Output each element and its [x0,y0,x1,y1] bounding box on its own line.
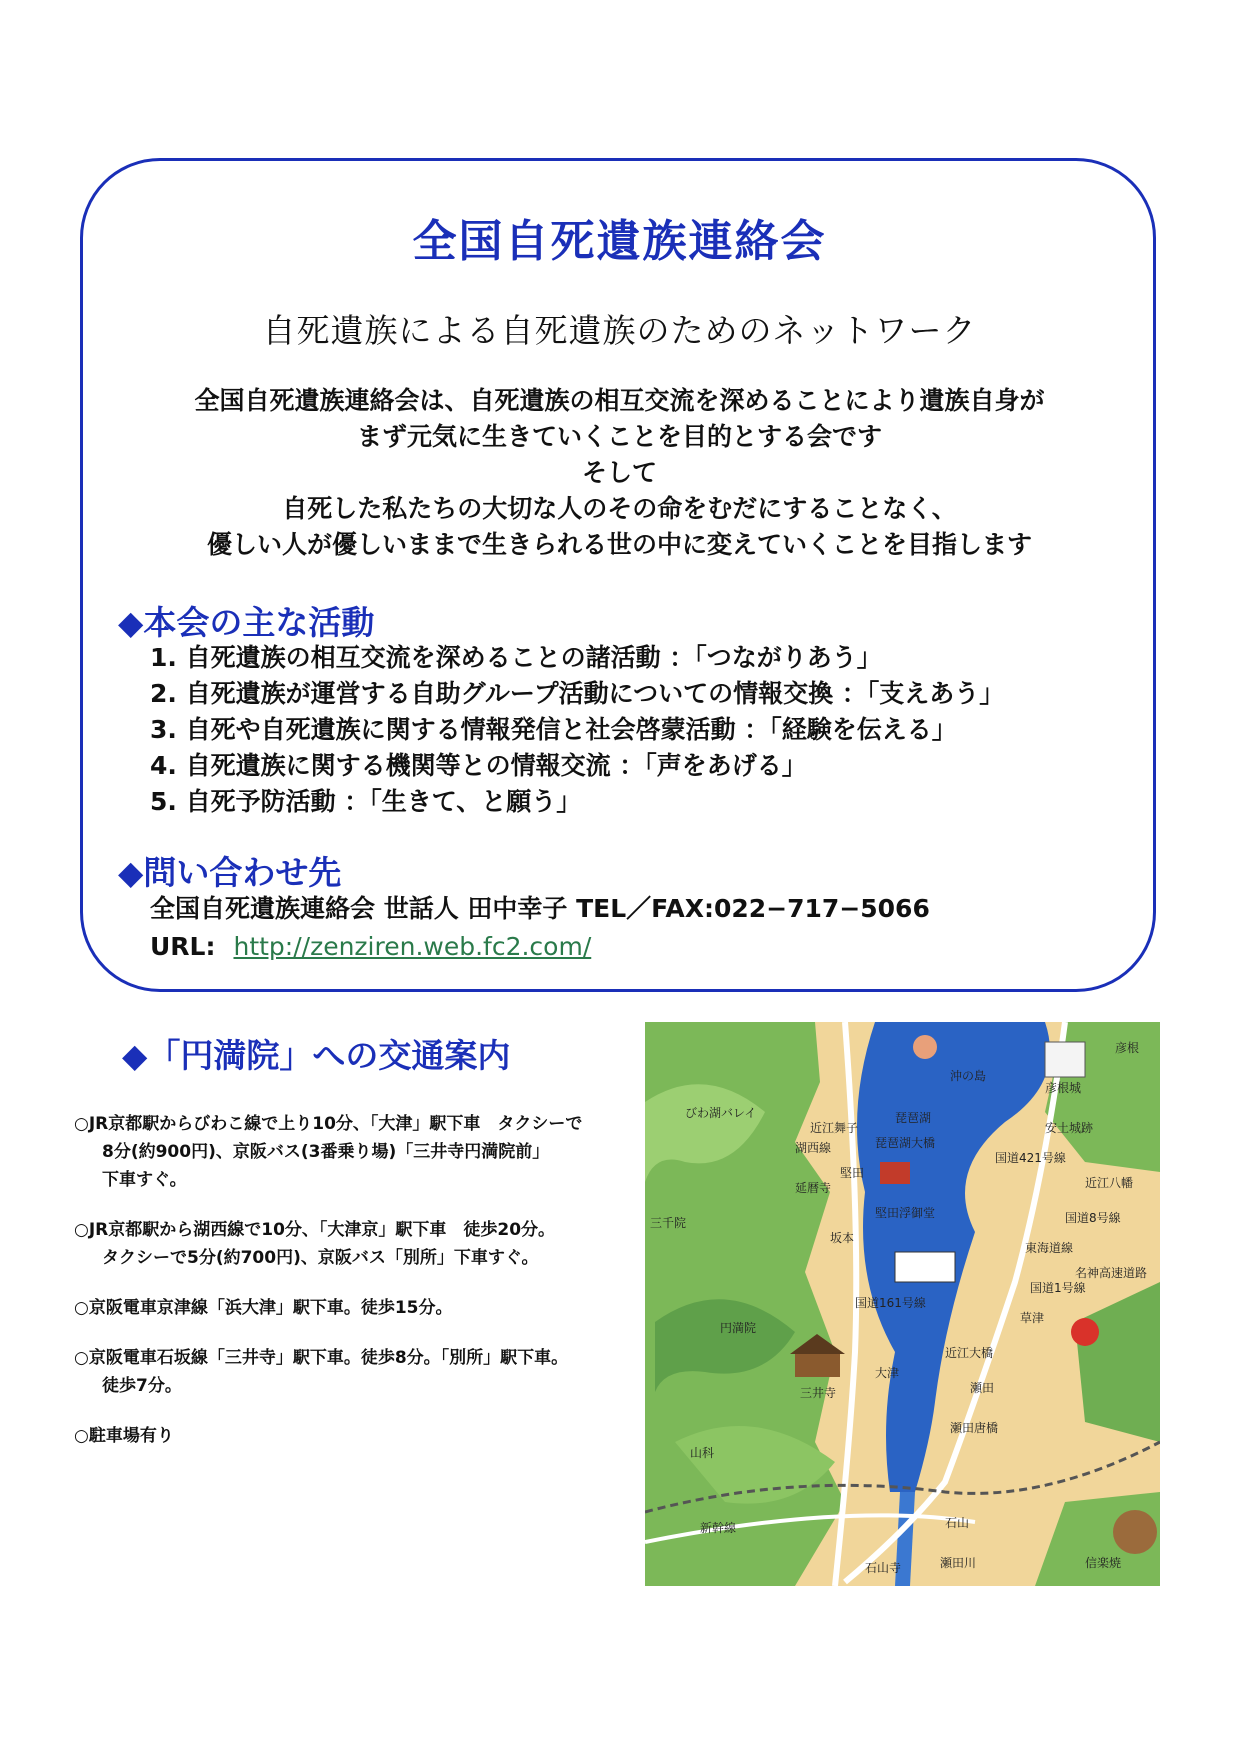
contact-heading: ◆問い合わせ先 [118,853,342,892]
map-label: 円満院 [720,1321,757,1335]
intro-line: まず元気に生きていくことを目的とする会です [356,422,882,451]
activities-heading: ◆本会の主な活動 [118,603,375,642]
map-label: 彦根 [1115,1041,1140,1055]
map-label: 近江舞子 [810,1121,859,1135]
enmanin-temple-icon [795,1352,840,1377]
activity-item: 5. 自死予防活動 ：「生きて、と願う」 [150,787,582,816]
url-label: URL: [150,932,216,961]
direction-line: 徒歩7分。 [102,1376,182,1396]
map-label: 湖西線 [795,1141,832,1155]
intro-line: そして [581,458,657,487]
direction-line: ○京阪電車京津線「浜大津」駅下車。徒歩15分。 [74,1298,453,1318]
map-label: 名神高速道路 [1075,1266,1148,1280]
map-label: 東海道線 [1025,1241,1074,1255]
map-label: 草津 [1020,1311,1045,1325]
map-label: 瀬田 [970,1381,995,1395]
activity-item: 3. 自死や自死遺族に関する情報発信と社会啓蒙活動 ：「経験を伝える」 [150,715,957,744]
map-label: 沖の島 [950,1069,987,1083]
map-label: 琵琶湖大橋 [875,1136,936,1150]
access-heading: ◆「円満院」への交通案内 [122,1036,511,1075]
area-map [645,1022,1160,1586]
direction-item [74,1344,634,1400]
map-label: 堅田 [840,1166,865,1180]
map-label: 国道1号線 [1030,1281,1086,1295]
map-label: 琵琶湖 [895,1111,932,1125]
direction-line: ○京阪電車石坂線「三井寺」駅下車。徒歩8分。「別所」駅下車。 [74,1348,569,1368]
map-label: 新幹線 [700,1521,737,1535]
url-line [150,928,930,966]
map-illustration [645,1022,1160,1586]
intro-line: 自死した私たちの大切な人のその命をむだにすることなく、 [282,494,957,523]
map-label: 三井寺 [800,1386,837,1400]
direction-item [74,1294,634,1322]
swimmer-icon [913,1035,937,1059]
map-label: 延暦寺 [795,1181,832,1195]
map-label: 瀬田唐橋 [950,1421,999,1435]
activities-list [150,640,1004,820]
map-label: びわ湖バレイ [685,1106,757,1120]
intro-text [0,383,1239,563]
page-subtitle: 自死遺族による自死遺族のためのネットワーク [262,311,977,350]
direction-line: タクシーで5分(約700円)、京阪バス「別所」下車すぐ。 [102,1248,539,1268]
direction-line: 下車すぐ。 [102,1170,187,1190]
ukimido-icon [880,1162,910,1184]
map-label: 石山 [945,1516,970,1530]
direction-item [74,1422,634,1450]
activity-item: 1. 自死遺族の相互交流を深めることの諸活動 ：「つながりあう」 [150,643,882,672]
map-label: 安土城跡 [1045,1121,1094,1135]
map-label: 瀬田川 [940,1556,977,1570]
contact-block [150,890,930,966]
contact-line: 全国自死遺族連絡会 世話人 田中幸子 TEL／FAX:022−717−5066 [150,894,930,923]
direction-line: 8分(約900円)、京阪バス(3番乗り場)「三井寺円満院前」 [102,1142,550,1162]
map-label: 近江八幡 [1085,1176,1134,1190]
map-label: 山科 [690,1446,715,1460]
direction-line: ○JR京都駅から湖西線で10分、「大津京」駅下車 徒歩20分。 [74,1220,556,1240]
website-link[interactable]: http://zenziren.web.fc2.com/ [233,932,592,961]
direction-item [74,1110,634,1194]
map-label: 国道8号線 [1065,1211,1121,1225]
map-label: 国道161号線 [855,1296,926,1310]
intro-line: 全国自死遺族連絡会は、自死遺族の相互交流を深めることにより遺族自身が [194,386,1045,415]
page-title: 全国自死遺族連絡会 [412,216,827,267]
map-label: 堅田浮御堂 [875,1206,936,1220]
map-label: 国道421号線 [995,1151,1066,1165]
map-label: 石山寺 [865,1561,902,1575]
map-label: 彦根城 [1045,1081,1082,1095]
direction-item [74,1216,634,1272]
activity-item: 4. 自死遺族に関する機関等との情報交流 ：「声をあげる」 [150,751,807,780]
direction-line: ○JR京都駅からびわこ線で上り10分、「大津」駅下車 タクシーで [74,1114,583,1134]
hikone-castle-icon [1045,1042,1085,1077]
car-icon [1071,1318,1099,1346]
intro-line: 優しい人が優しいままで生きられる世の中に変えていくことを目指します [206,530,1032,559]
tanuki-icon [1113,1510,1157,1554]
map-label: 坂本 [830,1231,855,1245]
direction-line: ○駐車場有り [74,1426,174,1446]
map-label: 近江大橋 [945,1346,994,1360]
activity-item: 2. 自死遺族が運営する自助グループ活動についての情報交換 ：「支えあう」 [150,679,1005,708]
boat-icon [895,1252,955,1282]
map-label: 信楽焼 [1085,1556,1122,1570]
map-label: 大津 [875,1366,900,1380]
map-label: 三千院 [650,1216,687,1230]
access-directions [74,1110,634,1472]
